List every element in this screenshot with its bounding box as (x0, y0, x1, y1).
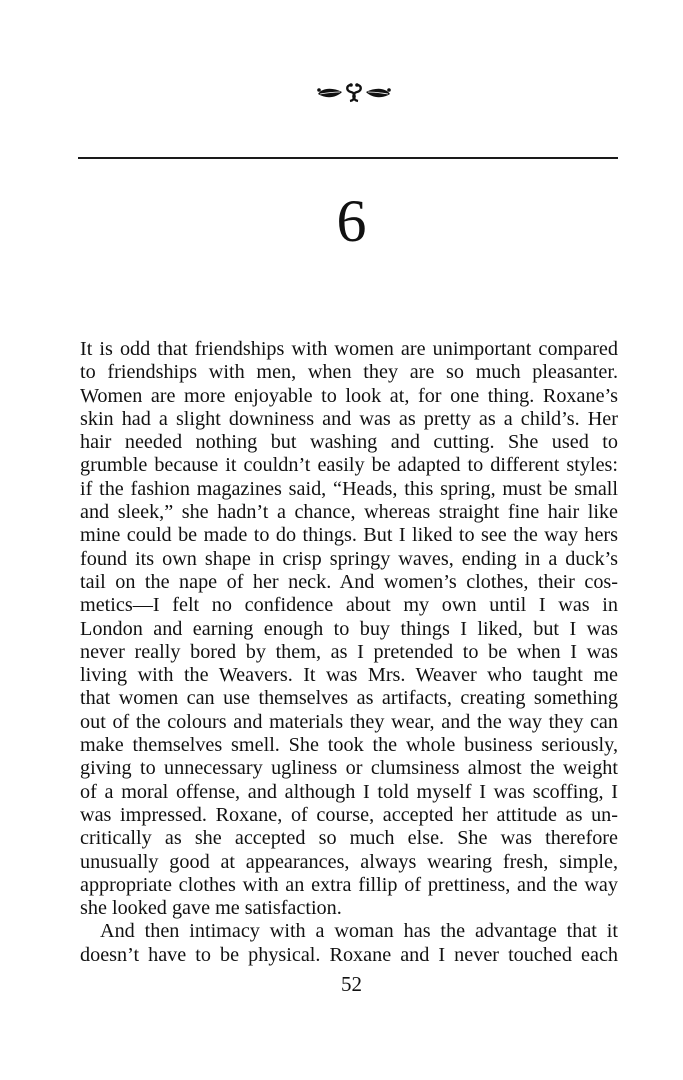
text-line: of a moral offense, and although I told myself I was scoffing, I (80, 780, 618, 803)
text-line: appropriate clothes with an extra fillip of prettiness, and the way (80, 873, 618, 896)
text-line: giving to unnecessary ugliness or clumsiness almost the weight (80, 757, 618, 780)
text-line: tail on the nape of her neck. And women’s clothes, their cos- (80, 570, 618, 593)
fleuron-ornament-icon (316, 82, 392, 104)
page-number: 52 (341, 972, 362, 996)
text-line: grumble because it couldn’t easily be adapted to different styles: (80, 454, 618, 477)
text-line: mine could be made to do things. But I liked to see the way hers (80, 524, 618, 547)
text-line: make themselves smell. She took the whole business seriously, (80, 734, 618, 757)
text-line: And then intimacy with a woman has the advantage that it (100, 920, 618, 943)
text-line: that women can use themselves as artifacts, creating something (80, 687, 618, 710)
body-text (80, 338, 618, 967)
text-line: It is odd that friendships with women are unimportant compared (80, 338, 618, 360)
text-line: out of the colours and materials they wear, and the way they can (80, 710, 618, 733)
text-line: doesn’t have to be physical. Roxane and I never touched each (80, 943, 618, 966)
text-line: she looked gave me satisfaction. (80, 897, 342, 920)
text-line: found its own shape in crisp springy waves, ending in a duck’s (80, 547, 618, 570)
text-line: metics—I felt no confidence about my own until I was in (80, 594, 618, 617)
text-line: and sleek,” she hadn’t a chance, whereas straight fine hair like (80, 501, 618, 524)
text-line: Women are more enjoyable to look at, for one thing. Roxane’s (80, 384, 618, 407)
chapter-divider-rule (78, 157, 618, 159)
text-line: unusually good at appearances, always wearing fresh, simple, (80, 850, 618, 873)
text-line: skin had a slight downiness and was as pretty as a child’s. Her (80, 407, 618, 430)
text-line: to friendships with men, when they are so much pleasanter. (80, 361, 618, 384)
text-line: was impressed. Roxane, of course, accepted her attitude as un- (80, 803, 618, 826)
text-line: living with the Weavers. It was Mrs. Weaver who taught me (80, 664, 618, 687)
chapter-number: 6 (336, 188, 367, 254)
text-line: critically as she accepted so much else. She was therefore (80, 827, 618, 850)
text-line: hair needed nothing but washing and cutting. She used to (80, 431, 618, 454)
text-line: never really bored by them, as I pretended to be when I was (80, 640, 618, 663)
text-line: if the fashion magazines said, “Heads, this spring, must be small (80, 477, 618, 500)
text-line: London and earning enough to buy things I liked, but I was (80, 617, 618, 640)
